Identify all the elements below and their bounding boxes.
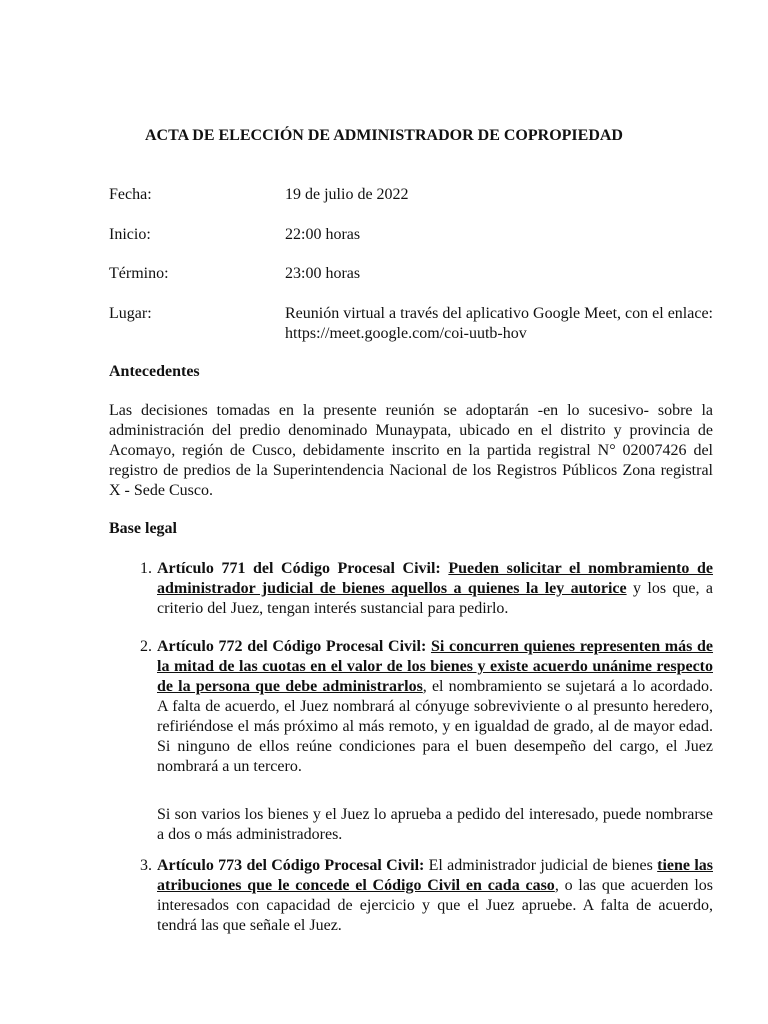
underlined-text: Si concurren quienes representen más de la mitad de las cuotas en el valor de los bienes y existe acuerdo unánime respecto de la persona que debe administrarlos [157, 638, 714, 695]
article-reference: Artículo 771 del Código Procesal Civil: [157, 560, 441, 577]
item-text: , o las que acuerden los interesados con capacidad de ejercicio y que el Juez apruebe. A falta de acuerdo, tendrá las que señale el Juez. [157, 877, 714, 934]
article-reference: Artículo 772 del Código Procesal Civil: [157, 638, 427, 655]
item-text: , el nombramiento se sujetará a lo acordado. A falta de acuerdo, el Juez nombrará al cónyuge sobreviviente o al presunto heredero, refiriéndose el más próximo al más remoto, y en igualdad de grado, al de mayor edad. Si ninguno de ellos reúne condiciones para el buen desempeño del cargo, el Juez nombrará a un tercero. [157, 678, 713, 775]
inicio-label: Inicio: [109, 226, 151, 243]
underlined-text: tiene las atribuciones que le concede el Código Civil en cada caso [157, 857, 713, 894]
underlined-text: Pueden solicitar el nombramiento de administrador judicial de bienes aquellos a quienes la ley autorice [157, 560, 713, 597]
termino-label: Término: [109, 265, 169, 282]
list-number: 1. [140, 560, 152, 577]
inicio-value: 22:00 horas [285, 226, 361, 243]
list-item-text [157, 856, 713, 936]
fecha-value: 19 de julio de 2022 [285, 186, 409, 203]
list-number: 2. [140, 638, 152, 655]
antecedentes-heading: Antecedentes [109, 363, 200, 380]
list-item-text [157, 559, 713, 619]
base-legal-heading: Base legal [109, 520, 177, 537]
list-item-extra-paragraph: Si son varios los bienes y el Juez lo aprueba a pedido del interesado, puede nombrarse a dos o más administradores. [157, 806, 713, 843]
antecedentes-paragraph: Las decisiones tomadas en la presente reunión se adoptarán -en lo sucesivo- sobre la administración del predio denominado Munaypata, ubicado en el distrito y provincia de Acomayo, región de Cusco, debidamente inscrito en la partida registral N° 02007426 del registro de predios de la Superintendencia Nacional de los Registros Públicos Zona registral X - Sede Cusco. [109, 402, 713, 499]
article-reference: Artículo 773 del Código Procesal Civil: [157, 857, 425, 874]
lugar-value: Reunión virtual a través del aplicativo Google Meet, con el enlace: https://meet.google.com/coi-uutb-hov [285, 305, 713, 342]
document-title: ACTA DE ELECCIÓN DE ADMINISTRADOR DE COPROPIEDAD [145, 127, 623, 144]
termino-value: 23:00 horas [285, 265, 361, 282]
item-text: y los que, a criterio del Juez, tengan interés sustancial para pedirlo. [157, 580, 714, 617]
list-number: 3. [140, 857, 152, 874]
lugar-label: Lugar: [109, 305, 152, 322]
list-item-text [157, 637, 713, 777]
fecha-label: Fecha: [109, 186, 152, 203]
item-text-before: El administrador judicial de bienes [424, 857, 658, 874]
